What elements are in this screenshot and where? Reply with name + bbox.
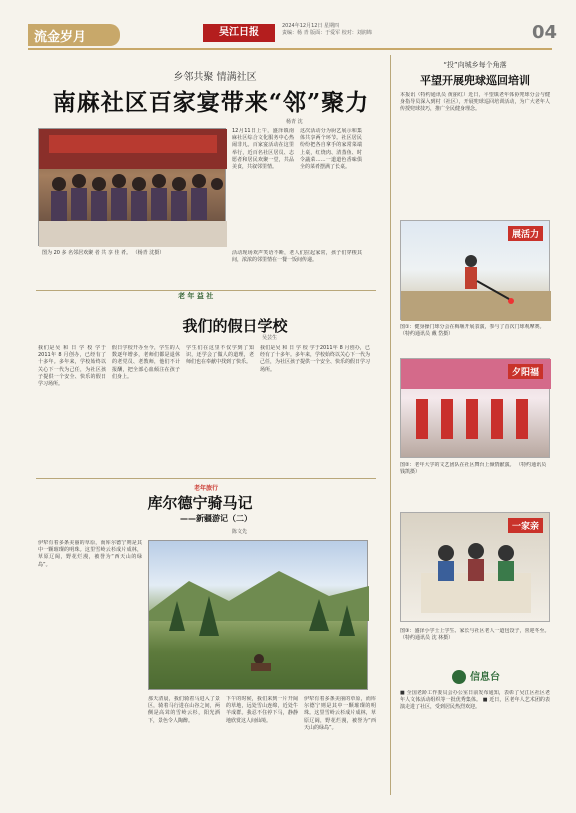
story1-kicker: 乡邻共聚 情满社区 (173, 72, 257, 83)
newspaper-logo: 吴江日报 (203, 24, 275, 42)
right-body: 本报讯（特约通讯员 黄丽红）近日，平望镇老年体协兜球分会与健身指导员深入到村（社区），开展兜球巡回培训活动，为广大老年人传授兜球技巧，推广全民健身理念。 (400, 92, 550, 113)
tag-vitality: 展活力 (508, 226, 543, 241)
story1-headline: 南麻社区百家宴带来“邻”聚力 (52, 89, 370, 116)
info-icon (452, 670, 466, 684)
right-photo-3-caption: 图③：盛泽小学士上学生、家长与社区老人一道包饺子，喜迎冬至。 （特约通讯员 沈 林摄） (400, 628, 550, 641)
story1-photo (38, 128, 226, 246)
column-divider (390, 55, 391, 795)
story3-subhead: ——新疆游记（二） (180, 514, 252, 523)
issue-date: 2024年12月12日 星期四 (282, 23, 340, 29)
right-photo-1-caption: 图①：健身操门球分会在梅堰开展表演，参与了首次门球观摩赛。 （特约通讯员 戴 岱摄） (400, 324, 545, 337)
story3-column-2: 那天清晨，我们骑着马进入了景区，骑着马行进在山谷之间，两侧是高耸的雪岭云杉，阳光洒下，景色令人陶醉。 (148, 696, 220, 724)
info-body: ■ 全国老龄工作委员会办公室日前发布通知，表彰了吴江区社区老年人文体活动组织等一批优秀集体。 ■ 近日，区老年人艺术团的表演走进了社区，受到居民热烈欢迎。 (400, 690, 550, 711)
banquet-photo-illustration (39, 129, 227, 247)
story1-column-2: 这次活动分为厨艺展示和集体共享两个环节。社区居民纷纷把各自拿手的家常菜端上桌，红烧肉、清蒸鱼、时令蔬菜……一道道色香味俱全的菜肴摆满了长桌。 (300, 128, 362, 171)
story2-column-4: 我们是吴 和 日 学 校 学于2011年 8 月创办，已经有了十多年。多年来，学校始终以关心下一代为己任，为社区孩子提供一个安全、快乐的假日学习场所。 (260, 345, 370, 373)
grassland-illustration (149, 541, 369, 691)
section-title: 流金岁月 (34, 30, 87, 45)
story1-photo-caption: 图为 20 多 名邻居欢聚 者 共 享 佳 肴。 （杨青 沈摄） (42, 250, 165, 256)
story3-photo (148, 540, 368, 690)
tag-happiness: 夕阳福 (508, 364, 543, 379)
story3-column-4: 伊犁有着多条美丽的草原，而库尔德宁则是其中一颗璀璨的明珠。这里雪岭云杉成片成林，草原辽阔，野花烂漫，被誉为“西天山的绿岛”。 (304, 696, 376, 731)
editor-credits: 责编：杨 青 版面：于爱军 校对：刘润锦 (282, 30, 372, 36)
tag-family: 一家亲 (508, 518, 543, 533)
story2-column-tag: 老 年 益 社 (178, 292, 214, 300)
issue-meta (282, 23, 422, 37)
story1-column-3: 活动现场欢声笑语不断，老人们拉起家常，孩子们穿梭其间，浓浓的邻里情在一餐一饭间传递。 (232, 250, 362, 264)
story3-column-1: 伊犁有着多条美丽的草原，而库尔德宁则是其中一颗璀璨的明珠。这里雪岭云杉成片成林，草原辽阔，野花烂漫，被誉为“西天山的绿岛”。 (38, 540, 142, 568)
story3-column-tag: 老年旅行 (194, 485, 219, 492)
story3-top-rule (36, 478, 376, 479)
right-headline: 平望开展兜球巡回培训 (420, 74, 530, 87)
story2-column-2: 假日学校开办至今，学生的人数逐年增多，老师们都是退休的老党员、老教师，他们不计报酬，把全部心血倾注在孩子们身上。 (112, 345, 180, 380)
page-number: 04 (532, 22, 558, 43)
story2-column-1: 我们是吴 和 日 学 校 学于2011年 8 月创办，已经有了十多年。多年来，学校始终以关心下一代为己任，为社区孩子提供一个安全、快乐的假日学习场所。 (38, 345, 106, 388)
story2-headline: 我们的假日学校 (182, 317, 288, 335)
story3-author: 陈文先 (232, 529, 248, 535)
story2-author: 吴芸生 (262, 335, 278, 341)
right-photo-2-caption: 图②：老年大学的文艺团队在社区舞台上倾情献演。 （特约通讯员 钱凯摄） (400, 462, 547, 475)
header-rule (28, 48, 552, 50)
right-kicker: “投”向城乡每个角落 (443, 61, 507, 69)
story3-headline: 库尔德宁骑马记 (147, 494, 253, 512)
story2-column-3: 学生们在这里不仅学到了知识，还学会了做人的道理，老师们也在奉献中找到了快乐。 (186, 345, 254, 366)
story3-column-3: 下午的时候，我们来到一片开阔的草地，远处雪山连绵，近处牛羊成群。我忍不住停下马，静静地欣赏这人间仙境。 (226, 696, 298, 724)
story1-column-1: 12月11日上午，盛泽镇南麻社区综合文化服务中心热闹非凡。百家宴活动在这里举行，近百名社区居员、志愿者和居民欢聚一堂，共品美食，共叙邻里情。 (232, 128, 294, 171)
story1-author: 杨青 沈 (286, 119, 303, 125)
info-title: 信息台 (470, 672, 500, 683)
